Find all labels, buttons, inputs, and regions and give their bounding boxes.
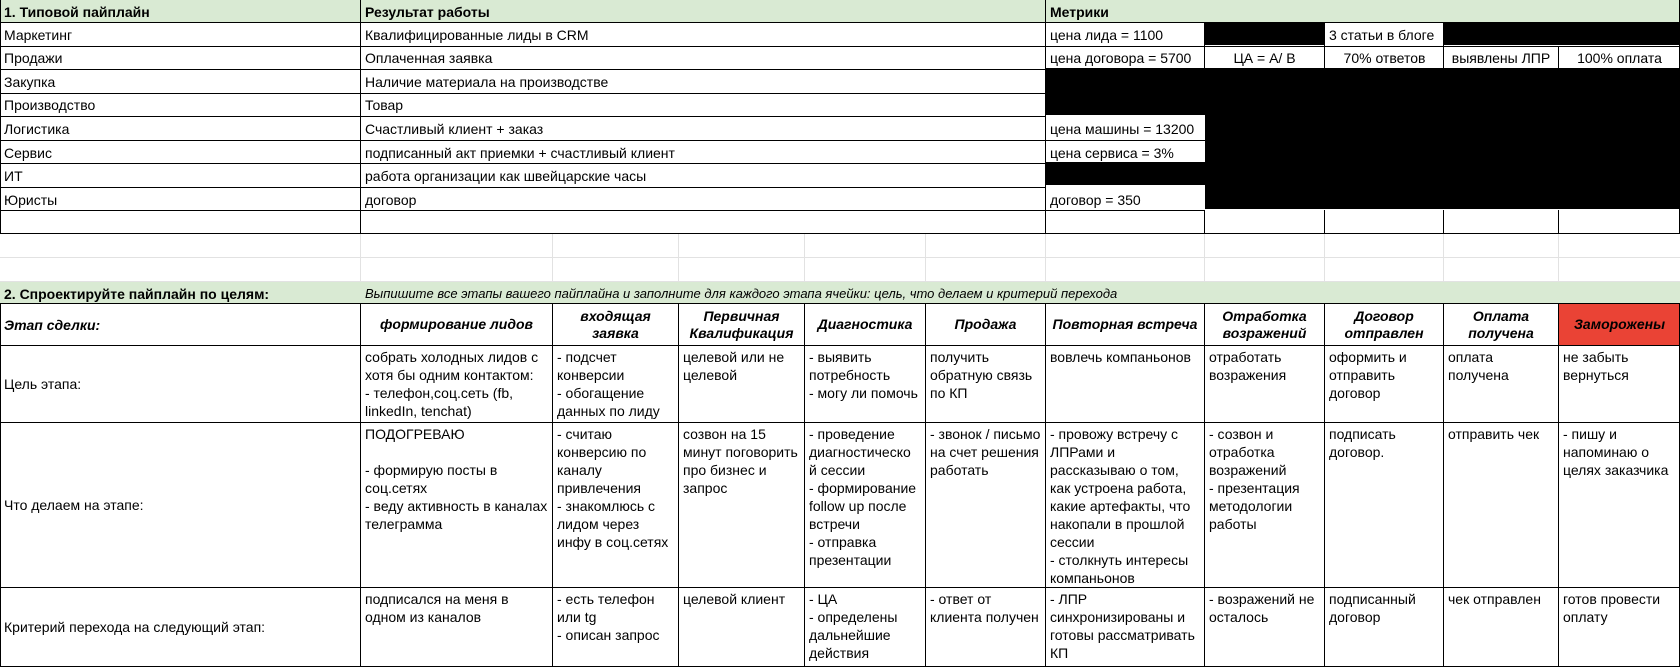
result-purchasing: Наличие материала на производстве [365,74,609,90]
goal-cell: получить обратную связь по КП [930,349,1033,401]
metric-blog: 3 статьи в блоге [1329,27,1435,43]
metric-service: цена сервиса = 3% [1050,145,1174,161]
stage-payment-received: Оплата получена [1468,307,1534,341]
stage-repeat-meeting: Повторная встреча [1052,316,1198,332]
goal-cell: собрать холодных лидов с хотя бы одним контактом: - телефон,соц.сеть (fb, linkedIn, tenchat) [365,349,539,419]
criteria-cell: - ЦА - определены дальнейшие действия [809,591,898,661]
result-logistics: Счастливый клиент + заказ [365,121,544,137]
actions-cell: созвон на 15 минут поговорить про бизнес и запрос [683,426,798,496]
metric-ca: ЦА = А/ В [1233,50,1296,66]
metric-payment: 100% оплата [1577,50,1662,66]
redacted-block [1444,23,1680,45]
stage-frozen: Заморожены [1573,316,1666,332]
stage-incoming-request: входящая заявка [580,307,651,341]
goal-cell: - выявить потребность - могу ли помочь [809,349,918,401]
goal-cell: - подсчет конверсии - обогащение данных по лиду [557,349,660,419]
row-label-actions: Что делаем на этапе: [4,497,144,513]
criteria-cell: подписался на меня в одном из каналов [365,591,509,625]
redacted-block [1046,162,1205,185]
dept-it: ИТ [4,168,23,184]
actions-cell: - пишу и напоминаю о целях заказчика [1563,426,1669,478]
section2-title: 2. Спроектируйте пайплайн по целям: [4,286,270,302]
actions-cell: - звонок / письмо на счет решения работать [930,426,1041,478]
criteria-cell: подписанный договор [1329,591,1416,625]
metric-answers: 70% ответов [1343,50,1426,66]
dept-marketing: Маркетинг [4,27,73,43]
metric-sales: цена договора = 5700 [1050,50,1192,66]
dept-sales: Продажи [4,50,63,66]
goal-cell: оплата получена [1448,349,1509,383]
dept-lawyers: Юристы [4,192,58,208]
actions-cell: - считаю конверсию по каналу привлечения - знакомлюсь с лидом через инфу в соц.сетях [557,426,669,550]
stage-lead-generation: формирование лидов [380,316,533,332]
result-production: Товар [365,97,404,113]
section2-instruction: Выпишите все этапы вашего пайплайна и заполните для каждого этапа ячейки: цель, что делаем и критерий перехода [365,286,1118,301]
result-header: Результат работы [365,4,490,20]
actions-cell: ПОДОГРЕВАЮ - формирую посты в соц.сетях - веду активность в каналах телеграмма [365,426,548,532]
redacted-block [1205,23,1324,45]
actions-cell: подписать договор. [1329,426,1396,460]
stage-qualification: Первичная Квалификация [689,307,794,341]
goal-cell: вовлечь компаньонов [1050,349,1191,365]
stage-sale: Продажа [954,316,1017,332]
criteria-cell: - есть телефон или tg - описан запрос [557,591,660,643]
redacted-block [1205,115,1680,209]
result-marketing: Квалифицированные лиды в CRM [365,27,589,43]
metric-marketing: цена лида = 1100 [1050,27,1164,43]
dept-service: Сервис [4,145,52,161]
criteria-cell: - возражений не осталось [1209,591,1315,625]
result-service: подписанный акт приемки + счастливый клиент [365,145,675,161]
redacted-block [1046,68,1680,115]
metric-lawyers: договор = 350 [1050,192,1141,208]
criteria-cell: готов провести оплату [1563,591,1661,625]
pipeline-title: 1. Типовой пайплайн [4,4,150,20]
stage-diagnostics: Диагностика [817,316,913,332]
goal-cell: отработать возражения [1209,349,1287,383]
metric-lpr: выявлены ЛПР [1451,50,1551,66]
criteria-cell: целевой клиент [683,591,786,607]
result-lawyers: договор [365,192,417,208]
dept-production: Производство [4,97,96,113]
actions-cell: - проведение диагностическо й сессии - формирование follow up после встречи - отправка презентации [809,426,917,568]
metrics-header: Метрики [1050,4,1109,20]
goal-cell: не забыть вернуться [1563,349,1629,383]
stage-objections: Отработка возражений [1222,307,1307,341]
result-sales: Оплаченная заявка [365,50,493,66]
actions-cell: - созвон и отработка возражений - презентация методологии работы [1209,426,1300,532]
metric-logistics: цена машины = 13200 [1050,121,1195,137]
dept-purchasing: Закупка [4,74,56,90]
goal-cell: целевой или не целевой [683,349,785,383]
dept-logistics: Логистика [4,121,70,137]
actions-cell: отправить чек [1448,426,1540,442]
goal-cell: оформить и отправить договор [1329,349,1407,401]
criteria-cell: - ЛПР синхронизированы и готовы рассматривать КП [1050,591,1195,661]
row-label-criteria: Критерий перехода на следующий этап: [4,619,266,635]
row-label-goal: Цель этапа: [4,376,82,392]
stage-contract-sent: Договор отправлен [1344,307,1424,341]
criteria-cell: - ответ от клиента получен [930,591,1039,625]
actions-cell: - провожу встречу с ЛПРами и рассказываю о том, как устроена работа, какие артефакты, что накопали в прошлой сессии - столкнуть интересы компаньонов [1050,426,1191,586]
criteria-cell: чек отправлен [1448,591,1541,607]
result-it: работа организации как швейцарские часы [365,168,647,184]
stage-label: Этап сделки: [4,316,101,333]
